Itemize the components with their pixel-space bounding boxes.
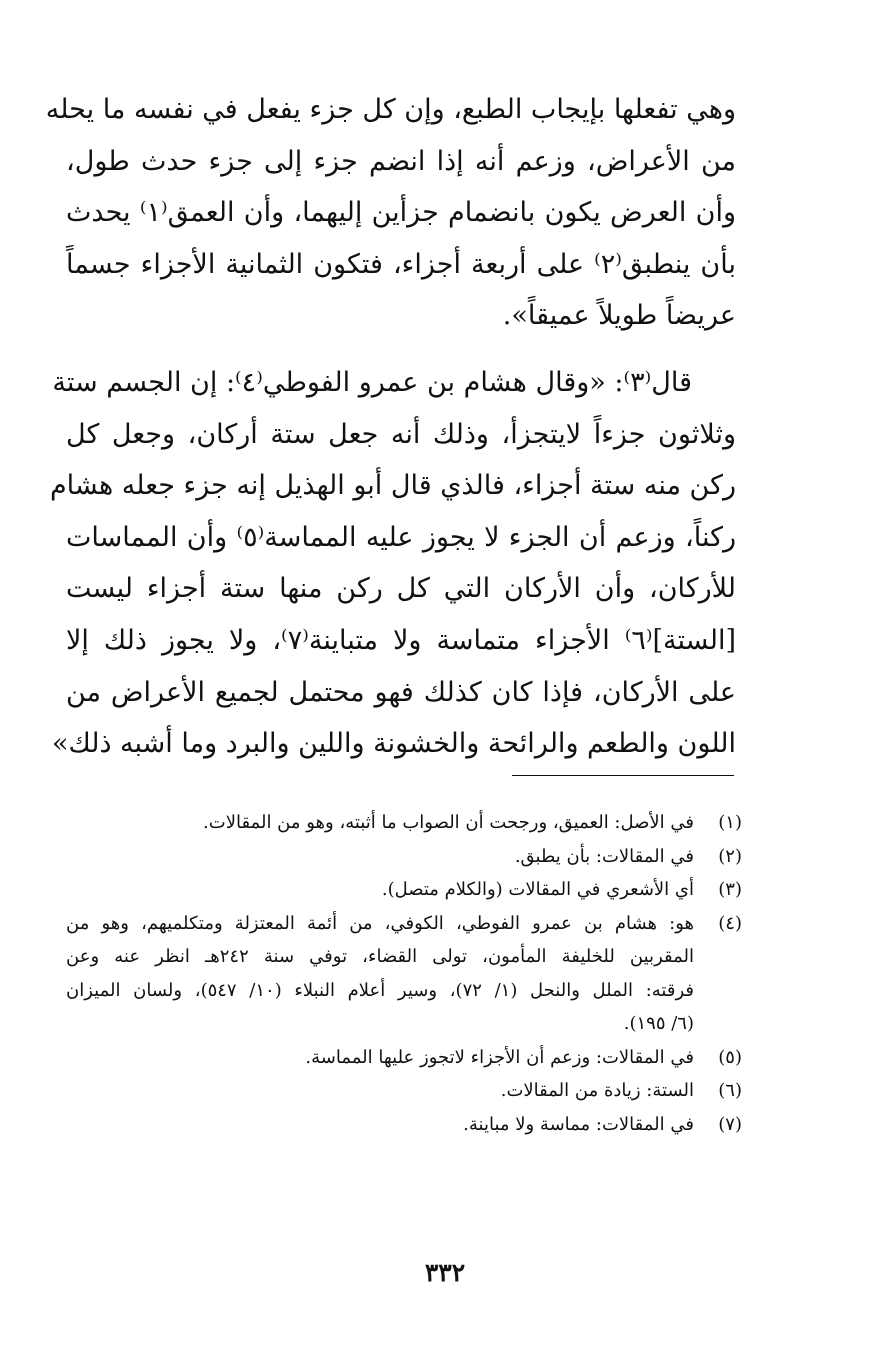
text-line: [الستة]⁽٦⁾ الأجزاء متماسة ولا متباينة⁽٧⁾، ولا يجوز ذلك إلا — [66, 624, 736, 656]
footnote-text — [66, 1041, 694, 1075]
page-number: ٣٣٢ — [424, 1258, 466, 1287]
footnote-line: في المقالات: وزعم أن الأجزاء لاتجوز عليها المماسة. — [305, 1046, 694, 1068]
footnote-number: (٢) — [718, 845, 742, 867]
footnote-7 — [66, 1108, 742, 1142]
footnote-4 — [66, 907, 742, 1041]
text-line: وهي تفعلها بإيجاب الطبع، وإن كل جزء يفعل في نفسه ما يحله — [45, 94, 736, 125]
footnote-line: في المقالات: بأن يطبق. — [514, 845, 694, 867]
footnote-text — [66, 873, 694, 907]
footnote-line: فرقته: الملل والنحل (١/ ٧٢)، وسير أعلام النبلاء (١٠/ ٥٤٧)، ولسان الميزان — [66, 979, 694, 1001]
footnote-1 — [66, 806, 742, 840]
footnote-number: (٣) — [718, 879, 742, 900]
footnote-6 — [66, 1074, 742, 1108]
main-text — [45, 84, 737, 770]
text-line: بأن ينطبق⁽٢⁾ على أربعة أجزاء، فتكون الثمانية الأجزاء جسماً — [66, 248, 736, 280]
footnote-5 — [66, 1041, 742, 1075]
footnote-line: المقربين للخليفة المأمون، تولى القضاء، توفي سنة ٢٤٢هـ انظر عنه وعن — [66, 946, 694, 967]
text-line: وأن العرض يكون بانضمام جزأين إليهما، وأن العمق⁽١⁾ يحدث — [66, 197, 737, 229]
footnote-number: (٦) — [718, 1080, 742, 1101]
footnote-text — [66, 1108, 694, 1142]
footnote-text — [66, 907, 694, 1041]
footnotes — [66, 806, 742, 1141]
text-line: قال⁽٣⁾: «وقال هشام بن عمرو الفوطي⁽٤⁾: إن الجسم ستة — [52, 366, 692, 398]
paragraph-1 — [45, 84, 737, 342]
footnote-text — [66, 806, 694, 840]
footnote-number: (١) — [718, 812, 742, 833]
footnote-number: (٤) — [718, 912, 742, 934]
text-line: ركناً، وزعم أن الجزء لا يجوز عليه المماسة⁽٥⁾ وأن المماسات — [66, 521, 736, 553]
footnote-line: في المقالات: مماسة ولا مباينة. — [463, 1113, 694, 1135]
footnote-2 — [66, 840, 742, 874]
text-line: على الأركان، فإذا كان كذلك فهو محتمل لجميع الأعراض من — [66, 676, 736, 708]
text-line: من الأعراض، وزعم أنه إذا انضم جزء إلى جزء حدث طول، — [66, 145, 736, 177]
text-line: عريضاً طويلاً عميقاً». — [502, 300, 736, 332]
footnote-line: أي الأشعري في المقالات (والكلام متصل). — [381, 879, 694, 900]
footnote-line: في الأصل: العميق، ورجحت أن الصواب ما أثبته، وهو من المقالات. — [203, 812, 694, 833]
footnote-divider — [512, 775, 734, 776]
footnote-number: (٧) — [718, 1113, 742, 1135]
text-line: ركن منه ستة أجزاء، فالذي قال أبو الهذيل إنه جزء جعله هشام — [49, 470, 736, 502]
text-line: للأركان، وأن الأركان التي كل ركن منها ستة أجزاء ليست — [66, 573, 736, 605]
footnote-line: الستة: زيادة من المقالات. — [500, 1080, 694, 1101]
footnote-text — [66, 1074, 694, 1108]
footnote-line: هو: هشام بن عمرو الفوطي، الكوفي، من أئمة المعتزلة ومتكلميهم، وهو من — [66, 912, 694, 934]
text-line: وثلاثون جزءاً لايتجزأ، وذلك أنه جعل ستة أركان، وجعل كل — [66, 418, 736, 450]
paragraph-2 — [49, 357, 736, 770]
text-line: اللون والطعم والرائحة والخشونة واللين والبرد وما أشبه ذلك» — [51, 728, 736, 760]
footnote-text — [66, 840, 694, 874]
footnote-line: (٦/ ١٩٥). — [623, 1013, 694, 1034]
footnote-number: (٥) — [718, 1046, 742, 1068]
footnote-3 — [66, 873, 742, 907]
